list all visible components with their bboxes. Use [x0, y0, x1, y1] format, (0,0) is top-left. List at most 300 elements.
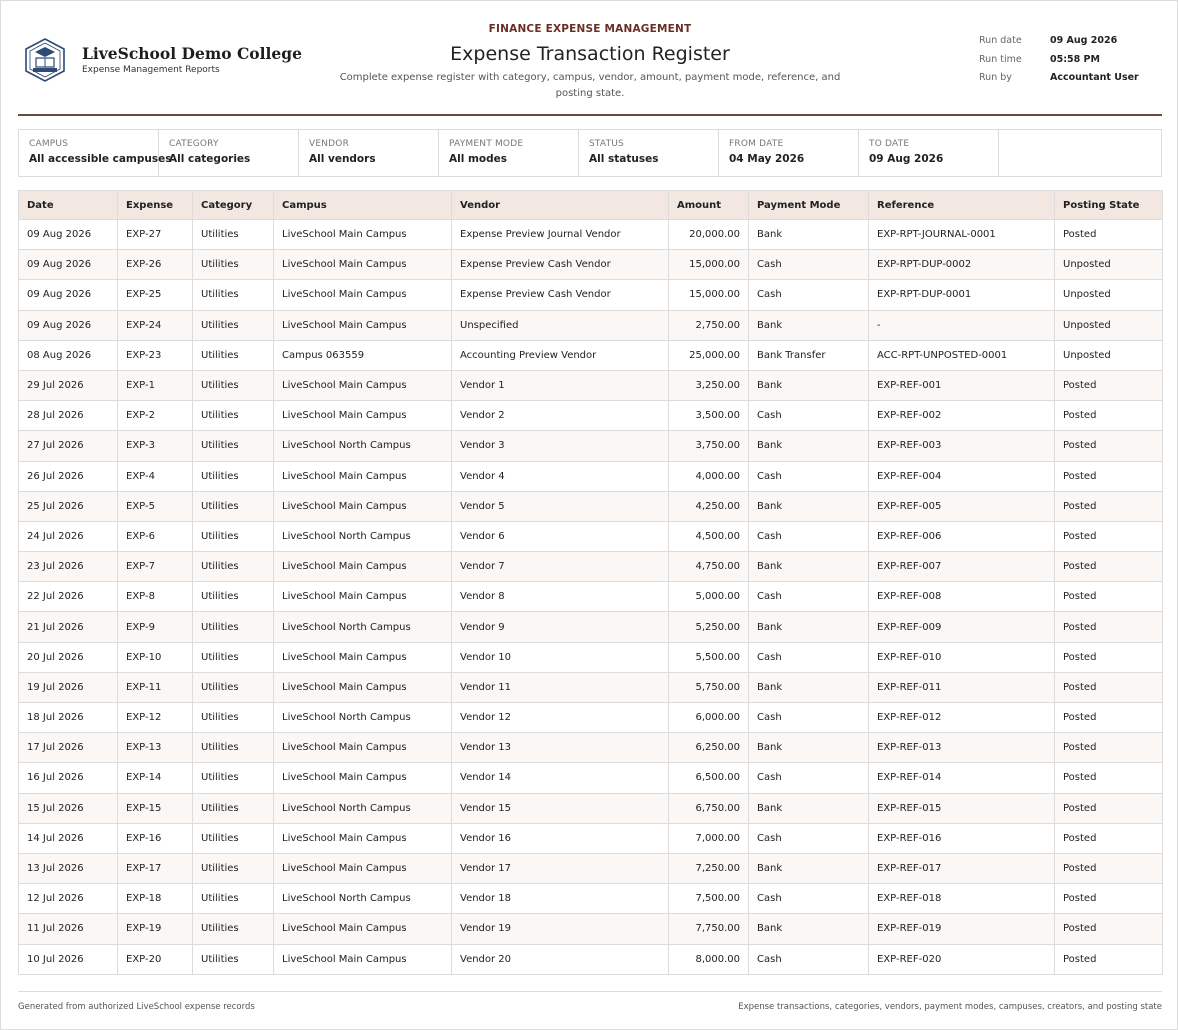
cell-expense: EXP-13 — [118, 733, 193, 763]
filter-label: VENDOR — [309, 139, 350, 149]
cell-expense: EXP-19 — [118, 914, 193, 944]
cell-posting-state: Posted — [1055, 914, 1163, 944]
cell-amount: 15,000.00 — [669, 250, 749, 280]
cell-amount: 3,250.00 — [669, 370, 749, 400]
cell-campus: LiveSchool Main Campus — [274, 310, 452, 340]
cell-posting-state: Unposted — [1055, 280, 1163, 310]
cell-payment-mode: Bank — [749, 612, 869, 642]
table-row — [19, 642, 1163, 672]
cell-vendor: Vendor 11 — [452, 672, 669, 702]
run-meta — [979, 35, 1159, 91]
cell-payment-mode: Cash — [749, 884, 869, 914]
cell-reference: EXP-REF-002 — [869, 401, 1055, 431]
table-row — [19, 491, 1163, 521]
cell-date: 26 Jul 2026 — [19, 461, 118, 491]
table-row — [19, 401, 1163, 431]
cell-campus: LiveSchool Main Campus — [274, 370, 452, 400]
cell-campus: LiveSchool North Campus — [274, 703, 452, 733]
cell-expense: EXP-11 — [118, 672, 193, 702]
cell-payment-mode: Bank — [749, 853, 869, 883]
cell-reference: EXP-REF-003 — [869, 431, 1055, 461]
cell-reference: EXP-RPT-DUP-0002 — [869, 250, 1055, 280]
cell-campus: LiveSchool Main Campus — [274, 823, 452, 853]
filter-label: PAYMENT MODE — [449, 139, 524, 149]
cell-reference: ACC-RPT-UNPOSTED-0001 — [869, 340, 1055, 370]
cell-payment-mode: Cash — [749, 401, 869, 431]
cell-reference: EXP-REF-012 — [869, 703, 1055, 733]
cell-date: 19 Jul 2026 — [19, 672, 118, 702]
cell-campus: LiveSchool Main Campus — [274, 280, 452, 310]
cell-date: 25 Jul 2026 — [19, 491, 118, 521]
filter-value: All statuses — [589, 153, 659, 165]
cell-category: Utilities — [193, 612, 274, 642]
cell-vendor: Vendor 15 — [452, 793, 669, 823]
cell-reference: EXP-REF-018 — [869, 884, 1055, 914]
cell-date: 20 Jul 2026 — [19, 642, 118, 672]
cell-posting-state: Unposted — [1055, 250, 1163, 280]
filter-value: All modes — [449, 153, 508, 165]
page-title: Expense Transaction Register — [450, 43, 730, 65]
cell-payment-mode: Cash — [749, 642, 869, 672]
college-logo-icon — [24, 38, 66, 82]
cell-category: Utilities — [193, 370, 274, 400]
cell-vendor: Vendor 3 — [452, 431, 669, 461]
cell-posting-state: Posted — [1055, 401, 1163, 431]
cell-campus: LiveSchool North Campus — [274, 793, 452, 823]
cell-reference: EXP-REF-015 — [869, 793, 1055, 823]
cell-category: Utilities — [193, 763, 274, 793]
cell-campus: LiveSchool Main Campus — [274, 944, 452, 974]
cell-category: Utilities — [193, 401, 274, 431]
report-description: Complete expense register with category, campus, vendor, amount, payment mode, reference, and posting state. — [339, 72, 841, 99]
cell-date: 17 Jul 2026 — [19, 733, 118, 763]
table-row — [19, 884, 1163, 914]
cell-amount: 7,000.00 — [669, 823, 749, 853]
cell-category: Utilities — [193, 491, 274, 521]
cell-category: Utilities — [193, 220, 274, 250]
filter-label: STATUS — [589, 139, 624, 149]
cell-payment-mode: Bank — [749, 552, 869, 582]
cell-payment-mode: Bank — [749, 914, 869, 944]
cell-reference: EXP-REF-007 — [869, 552, 1055, 582]
cell-category: Utilities — [193, 703, 274, 733]
cell-date: 09 Aug 2026 — [19, 250, 118, 280]
cell-reference: EXP-REF-016 — [869, 823, 1055, 853]
college-subtitle: Expense Management Reports — [82, 65, 220, 75]
filter-label: FROM DATE — [729, 139, 784, 149]
cell-payment-mode: Bank — [749, 310, 869, 340]
cell-expense: EXP-3 — [118, 431, 193, 461]
cell-category: Utilities — [193, 914, 274, 944]
table-row — [19, 733, 1163, 763]
cell-campus: Campus 063559 — [274, 340, 452, 370]
cell-payment-mode: Bank Transfer — [749, 340, 869, 370]
cell-vendor: Expense Preview Cash Vendor — [452, 250, 669, 280]
table-row — [19, 280, 1163, 310]
table-row — [19, 250, 1163, 280]
cell-vendor: Vendor 7 — [452, 552, 669, 582]
meta-label: Run by — [979, 72, 1012, 83]
cell-posting-state: Posted — [1055, 672, 1163, 702]
cell-expense: EXP-20 — [118, 944, 193, 974]
college-name: LiveSchool Demo College — [82, 44, 302, 63]
cell-date: 09 Aug 2026 — [19, 220, 118, 250]
cell-category: Utilities — [193, 431, 274, 461]
cell-posting-state: Posted — [1055, 703, 1163, 733]
column-header-category: Category — [193, 191, 274, 220]
table-body — [19, 220, 1163, 975]
cell-expense: EXP-16 — [118, 823, 193, 853]
cell-expense: EXP-12 — [118, 703, 193, 733]
table-row — [19, 703, 1163, 733]
cell-expense: EXP-2 — [118, 401, 193, 431]
cell-vendor: Vendor 14 — [452, 763, 669, 793]
cell-reference: EXP-REF-001 — [869, 370, 1055, 400]
cell-payment-mode: Cash — [749, 461, 869, 491]
cell-posting-state: Posted — [1055, 220, 1163, 250]
cell-date: 24 Jul 2026 — [19, 521, 118, 551]
cell-date: 09 Aug 2026 — [19, 280, 118, 310]
cell-category: Utilities — [193, 672, 274, 702]
cell-amount: 5,000.00 — [669, 582, 749, 612]
cell-posting-state: Posted — [1055, 793, 1163, 823]
cell-category: Utilities — [193, 853, 274, 883]
cell-payment-mode: Bank — [749, 370, 869, 400]
cell-posting-state: Posted — [1055, 642, 1163, 672]
filter-campus — [19, 130, 172, 176]
filter-summary — [18, 129, 1162, 177]
table-row — [19, 944, 1163, 974]
cell-posting-state: Posted — [1055, 370, 1163, 400]
cell-payment-mode: Bank — [749, 733, 869, 763]
column-header-amount: Amount — [669, 191, 749, 220]
cell-amount: 7,750.00 — [669, 914, 749, 944]
cell-campus: LiveSchool Main Campus — [274, 642, 452, 672]
cell-date: 16 Jul 2026 — [19, 763, 118, 793]
cell-expense: EXP-23 — [118, 340, 193, 370]
cell-reference: EXP-REF-017 — [869, 853, 1055, 883]
cell-date: 08 Aug 2026 — [19, 340, 118, 370]
filter-value: 09 Aug 2026 — [869, 153, 944, 165]
filter-from-date — [719, 130, 859, 176]
column-header-expense: Expense — [118, 191, 193, 220]
cell-payment-mode: Cash — [749, 521, 869, 551]
filter-status — [579, 130, 719, 176]
filter-to-date — [859, 130, 999, 176]
cell-expense: EXP-1 — [118, 370, 193, 400]
expense-register-table — [18, 190, 1163, 975]
cell-amount: 6,250.00 — [669, 733, 749, 763]
cell-campus: LiveSchool Main Campus — [274, 250, 452, 280]
cell-amount: 6,500.00 — [669, 763, 749, 793]
cell-payment-mode: Bank — [749, 220, 869, 250]
cell-category: Utilities — [193, 944, 274, 974]
cell-payment-mode: Bank — [749, 672, 869, 702]
cell-expense: EXP-15 — [118, 793, 193, 823]
cell-vendor: Vendor 9 — [452, 612, 669, 642]
cell-expense: EXP-25 — [118, 280, 193, 310]
cell-category: Utilities — [193, 310, 274, 340]
table-row — [19, 853, 1163, 883]
cell-campus: LiveSchool Main Campus — [274, 461, 452, 491]
cell-date: 27 Jul 2026 — [19, 431, 118, 461]
table-row — [19, 763, 1163, 793]
cell-amount: 20,000.00 — [669, 220, 749, 250]
filter-value: All categories — [169, 153, 251, 165]
cell-amount: 8,000.00 — [669, 944, 749, 974]
cell-expense: EXP-9 — [118, 612, 193, 642]
table-row — [19, 461, 1163, 491]
cell-expense: EXP-4 — [118, 461, 193, 491]
cell-amount: 6,000.00 — [669, 703, 749, 733]
table-row — [19, 823, 1163, 853]
cell-date: 12 Jul 2026 — [19, 884, 118, 914]
cell-category: Utilities — [193, 521, 274, 551]
cell-category: Utilities — [193, 552, 274, 582]
cell-amount: 15,000.00 — [669, 280, 749, 310]
cell-category: Utilities — [193, 733, 274, 763]
column-header-campus: Campus — [274, 191, 452, 220]
meta-value: 05:58 PM — [1050, 53, 1100, 65]
cell-category: Utilities — [193, 884, 274, 914]
cell-vendor: Vendor 2 — [452, 401, 669, 431]
cell-posting-state: Posted — [1055, 431, 1163, 461]
cell-amount: 5,250.00 — [669, 612, 749, 642]
cell-category: Utilities — [193, 340, 274, 370]
cell-campus: LiveSchool North Campus — [274, 612, 452, 642]
cell-reference: - — [869, 310, 1055, 340]
cell-campus: LiveSchool Main Campus — [274, 491, 452, 521]
column-header-posting-state: Posting State — [1055, 191, 1163, 220]
table-row — [19, 431, 1163, 461]
filter-vendor — [299, 130, 439, 176]
cell-date: 22 Jul 2026 — [19, 582, 118, 612]
cell-expense: EXP-7 — [118, 552, 193, 582]
cell-payment-mode: Bank — [749, 793, 869, 823]
cell-campus: LiveSchool Main Campus — [274, 401, 452, 431]
cell-vendor: Vendor 5 — [452, 491, 669, 521]
meta-label: Run time — [979, 53, 1022, 65]
cell-expense: EXP-26 — [118, 250, 193, 280]
cell-category: Utilities — [193, 461, 274, 491]
cell-date: 18 Jul 2026 — [19, 703, 118, 733]
cell-reference: EXP-REF-014 — [869, 763, 1055, 793]
cell-amount: 5,500.00 — [669, 642, 749, 672]
report-header — [18, 1, 1162, 116]
cell-date: 14 Jul 2026 — [19, 823, 118, 853]
table-row — [19, 310, 1163, 340]
report-footer — [18, 991, 1162, 1012]
cell-campus: LiveSchool North Campus — [274, 884, 452, 914]
cell-reference: EXP-RPT-JOURNAL-0001 — [869, 220, 1055, 250]
filter-value: 04 May 2026 — [729, 153, 805, 165]
cell-vendor: Vendor 1 — [452, 370, 669, 400]
column-header-date: Date — [19, 191, 118, 220]
cell-reference: EXP-REF-008 — [869, 582, 1055, 612]
table-row — [19, 672, 1163, 702]
cell-expense: EXP-14 — [118, 763, 193, 793]
cell-category: Utilities — [193, 250, 274, 280]
meta-label: Run date — [979, 35, 1022, 46]
table-row — [19, 914, 1163, 944]
cell-vendor: Vendor 8 — [452, 582, 669, 612]
table-row — [19, 793, 1163, 823]
cell-category: Utilities — [193, 793, 274, 823]
cell-posting-state: Posted — [1055, 612, 1163, 642]
cell-reference: EXP-REF-019 — [869, 914, 1055, 944]
filter-payment-mode — [439, 130, 579, 176]
cell-posting-state: Posted — [1055, 461, 1163, 491]
cell-payment-mode: Bank — [749, 491, 869, 521]
filter-value: All accessible campuses — [29, 153, 172, 165]
cell-vendor: Vendor 20 — [452, 944, 669, 974]
table-row — [19, 582, 1163, 612]
cell-vendor: Expense Preview Journal Vendor — [452, 220, 669, 250]
column-header-payment-mode: Payment Mode — [749, 191, 869, 220]
cell-campus: LiveSchool North Campus — [274, 431, 452, 461]
cell-posting-state: Posted — [1055, 552, 1163, 582]
report-kicker: FINANCE EXPENSE MANAGEMENT — [488, 23, 692, 35]
cell-vendor: Expense Preview Cash Vendor — [452, 280, 669, 310]
cell-amount: 3,500.00 — [669, 401, 749, 431]
meta-run-date — [979, 35, 1159, 54]
cell-expense: EXP-17 — [118, 853, 193, 883]
cell-campus: LiveSchool Main Campus — [274, 220, 452, 250]
cell-amount: 5,750.00 — [669, 672, 749, 702]
table-header-row — [19, 191, 1163, 220]
cell-category: Utilities — [193, 280, 274, 310]
cell-reference: EXP-REF-004 — [869, 461, 1055, 491]
cell-posting-state: Posted — [1055, 853, 1163, 883]
meta-value: Accountant User — [1050, 72, 1139, 83]
cell-amount: 4,250.00 — [669, 491, 749, 521]
cell-vendor: Vendor 16 — [452, 823, 669, 853]
cell-campus: LiveSchool Main Campus — [274, 914, 452, 944]
table-row — [19, 370, 1163, 400]
cell-date: 15 Jul 2026 — [19, 793, 118, 823]
cell-campus: LiveSchool Main Campus — [274, 552, 452, 582]
cell-payment-mode: Bank — [749, 431, 869, 461]
cell-campus: LiveSchool Main Campus — [274, 763, 452, 793]
cell-date: 28 Jul 2026 — [19, 401, 118, 431]
meta-run-time — [979, 54, 1159, 73]
cell-posting-state: Unposted — [1055, 310, 1163, 340]
cell-vendor: Unspecified — [452, 310, 669, 340]
cell-payment-mode: Cash — [749, 823, 869, 853]
cell-vendor: Vendor 12 — [452, 703, 669, 733]
cell-payment-mode: Cash — [749, 763, 869, 793]
cell-posting-state: Posted — [1055, 944, 1163, 974]
cell-expense: EXP-24 — [118, 310, 193, 340]
cell-amount: 4,000.00 — [669, 461, 749, 491]
footer-source-note: Generated from authorized LiveSchool expense records — [18, 1002, 255, 1012]
cell-amount: 4,750.00 — [669, 552, 749, 582]
cell-amount: 4,500.00 — [669, 521, 749, 551]
cell-posting-state: Posted — [1055, 521, 1163, 551]
filter-label: TO DATE — [869, 139, 910, 149]
cell-category: Utilities — [193, 823, 274, 853]
cell-date: 10 Jul 2026 — [19, 944, 118, 974]
cell-expense: EXP-27 — [118, 220, 193, 250]
cell-reference: EXP-REF-020 — [869, 944, 1055, 974]
cell-amount: 7,250.00 — [669, 853, 749, 883]
cell-date: 29 Jul 2026 — [19, 370, 118, 400]
column-header-reference: Reference — [869, 191, 1055, 220]
filter-value: All vendors — [309, 153, 376, 165]
cell-vendor: Vendor 6 — [452, 521, 669, 551]
cell-posting-state: Posted — [1055, 582, 1163, 612]
cell-vendor: Accounting Preview Vendor — [452, 340, 669, 370]
cell-category: Utilities — [193, 582, 274, 612]
cell-amount: 3,750.00 — [669, 431, 749, 461]
cell-vendor: Vendor 13 — [452, 733, 669, 763]
cell-category: Utilities — [193, 642, 274, 672]
cell-campus: LiveSchool Main Campus — [274, 853, 452, 883]
cell-posting-state: Unposted — [1055, 340, 1163, 370]
meta-value: 09 Aug 2026 — [1050, 35, 1118, 46]
cell-date: 13 Jul 2026 — [19, 853, 118, 883]
cell-payment-mode: Cash — [749, 250, 869, 280]
cell-reference: EXP-REF-006 — [869, 521, 1055, 551]
cell-posting-state: Posted — [1055, 491, 1163, 521]
cell-expense: EXP-10 — [118, 642, 193, 672]
filter-label: CATEGORY — [169, 139, 219, 149]
report-title-block — [328, 23, 852, 102]
table-row — [19, 220, 1163, 250]
cell-vendor: Vendor 10 — [452, 642, 669, 672]
cell-campus: LiveSchool Main Campus — [274, 672, 452, 702]
cell-posting-state: Posted — [1055, 763, 1163, 793]
cell-amount: 7,500.00 — [669, 884, 749, 914]
cell-payment-mode: Cash — [749, 582, 869, 612]
footer-scope-note: Expense transactions, categories, vendors, payment modes, campuses, creators, and posting state — [738, 1002, 1162, 1012]
cell-vendor: Vendor 17 — [452, 853, 669, 883]
cell-campus: LiveSchool North Campus — [274, 521, 452, 551]
cell-date: 23 Jul 2026 — [19, 552, 118, 582]
cell-expense: EXP-8 — [118, 582, 193, 612]
cell-date: 09 Aug 2026 — [19, 310, 118, 340]
cell-reference: EXP-REF-010 — [869, 642, 1055, 672]
filter-label: CAMPUS — [29, 139, 69, 149]
cell-amount: 25,000.00 — [669, 340, 749, 370]
cell-date: 21 Jul 2026 — [19, 612, 118, 642]
table-row — [19, 612, 1163, 642]
cell-vendor: Vendor 19 — [452, 914, 669, 944]
cell-vendor: Vendor 18 — [452, 884, 669, 914]
cell-posting-state: Posted — [1055, 884, 1163, 914]
cell-payment-mode: Cash — [749, 944, 869, 974]
meta-run-by — [979, 72, 1159, 91]
column-header-vendor: Vendor — [452, 191, 669, 220]
cell-reference: EXP-REF-009 — [869, 612, 1055, 642]
cell-reference: EXP-RPT-DUP-0001 — [869, 280, 1055, 310]
cell-amount: 6,750.00 — [669, 793, 749, 823]
table-row — [19, 340, 1163, 370]
cell-posting-state: Posted — [1055, 823, 1163, 853]
cell-payment-mode: Cash — [749, 280, 869, 310]
cell-reference: EXP-REF-011 — [869, 672, 1055, 702]
cell-posting-state: Posted — [1055, 733, 1163, 763]
cell-campus: LiveSchool Main Campus — [274, 582, 452, 612]
cell-amount: 2,750.00 — [669, 310, 749, 340]
cell-payment-mode: Cash — [749, 703, 869, 733]
table-row — [19, 552, 1163, 582]
filter-category — [159, 130, 299, 176]
table-row — [19, 521, 1163, 551]
cell-expense: EXP-5 — [118, 491, 193, 521]
cell-expense: EXP-18 — [118, 884, 193, 914]
cell-date: 11 Jul 2026 — [19, 914, 118, 944]
